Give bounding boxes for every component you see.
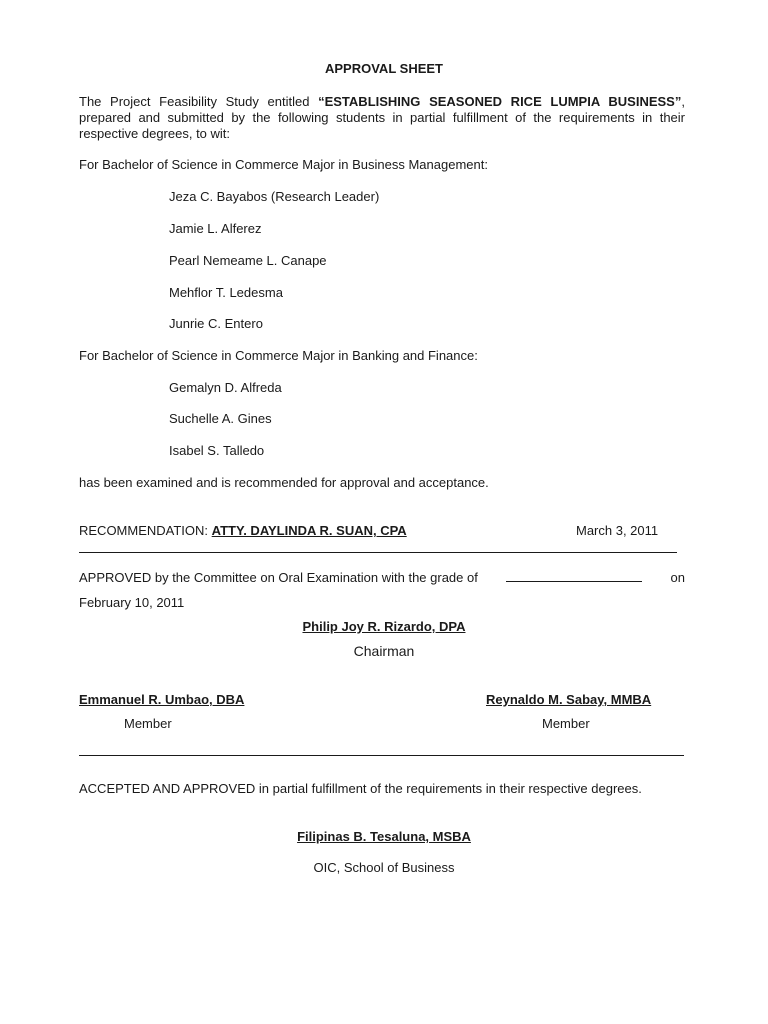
group1-member: Junrie C. Entero (169, 316, 263, 331)
approved-line (79, 570, 685, 585)
intro-paragraph (79, 94, 685, 142)
member1-role: Member (124, 716, 172, 731)
document-title: APPROVAL SHEET (325, 61, 443, 76)
chairman-role: Chairman (353, 643, 415, 659)
group2-member: Isabel S. Talledo (169, 443, 265, 458)
divider-line (79, 552, 677, 553)
recommendation-line (79, 523, 413, 538)
oic-role: OIC, School of Business (313, 860, 455, 875)
recommendation-label: RECOMMENDATION: (79, 523, 209, 538)
divider-line (79, 755, 684, 756)
member1-name: Emmanuel R. Umbao, DBA (79, 692, 245, 707)
oic-name: Filipinas B. Tesaluna, MSBA (297, 829, 471, 844)
group2-member: Gemalyn D. Alfreda (169, 380, 282, 395)
intro-rest: , prepared and submitted by the following students in partial fulfillment of the requirements in their respective degrees, to wit: (79, 94, 685, 141)
member1-name-wrap (79, 692, 249, 707)
grade-blank[interactable] (506, 570, 642, 582)
approved-text: APPROVED by the Committee on Oral Examination with the grade of (79, 570, 478, 585)
group1-heading: For Bachelor of Science in Commerce Major in Business Management: (79, 157, 488, 172)
group1-member: Pearl Nemeame L. Canape (169, 253, 327, 268)
recommendation-name: ATTY. DAYLINDA R. SUAN, CPA (211, 523, 407, 538)
member2-name: Reynaldo M. Sabay, MMBA (486, 692, 652, 707)
group2-member: Suchelle A. Gines (169, 411, 272, 426)
chairman-name: Philip Joy R. Rizardo, DPA (302, 619, 466, 634)
chairman-name-wrap (0, 619, 768, 634)
member2-name-wrap (486, 692, 651, 707)
study-title: “ESTABLISHING SEASONED RICE LUMPIA BUSINESS” (318, 94, 682, 109)
member2-role: Member (542, 716, 590, 731)
approved-on: on (670, 570, 685, 585)
intro-lead: The Project Feasibility Study entitled (79, 94, 310, 109)
group1-member: Jeza C. Bayabos (Research Leader) (169, 189, 380, 204)
group1-member: Mehflor T. Ledesma (169, 285, 283, 300)
oic-name-wrap (0, 829, 768, 844)
approved-date: February 10, 2011 (79, 595, 185, 610)
recommendation-date: March 3, 2011 (576, 523, 659, 538)
group1-member: Jamie L. Alferez (169, 221, 262, 236)
examined-statement: has been examined and is recommended for approval and acceptance. (79, 475, 489, 490)
group2-heading: For Bachelor of Science in Commerce Major in Banking and Finance: (79, 348, 478, 363)
accepted-statement: ACCEPTED AND APPROVED in partial fulfillment of the requirements in their respective degrees. (79, 781, 642, 796)
